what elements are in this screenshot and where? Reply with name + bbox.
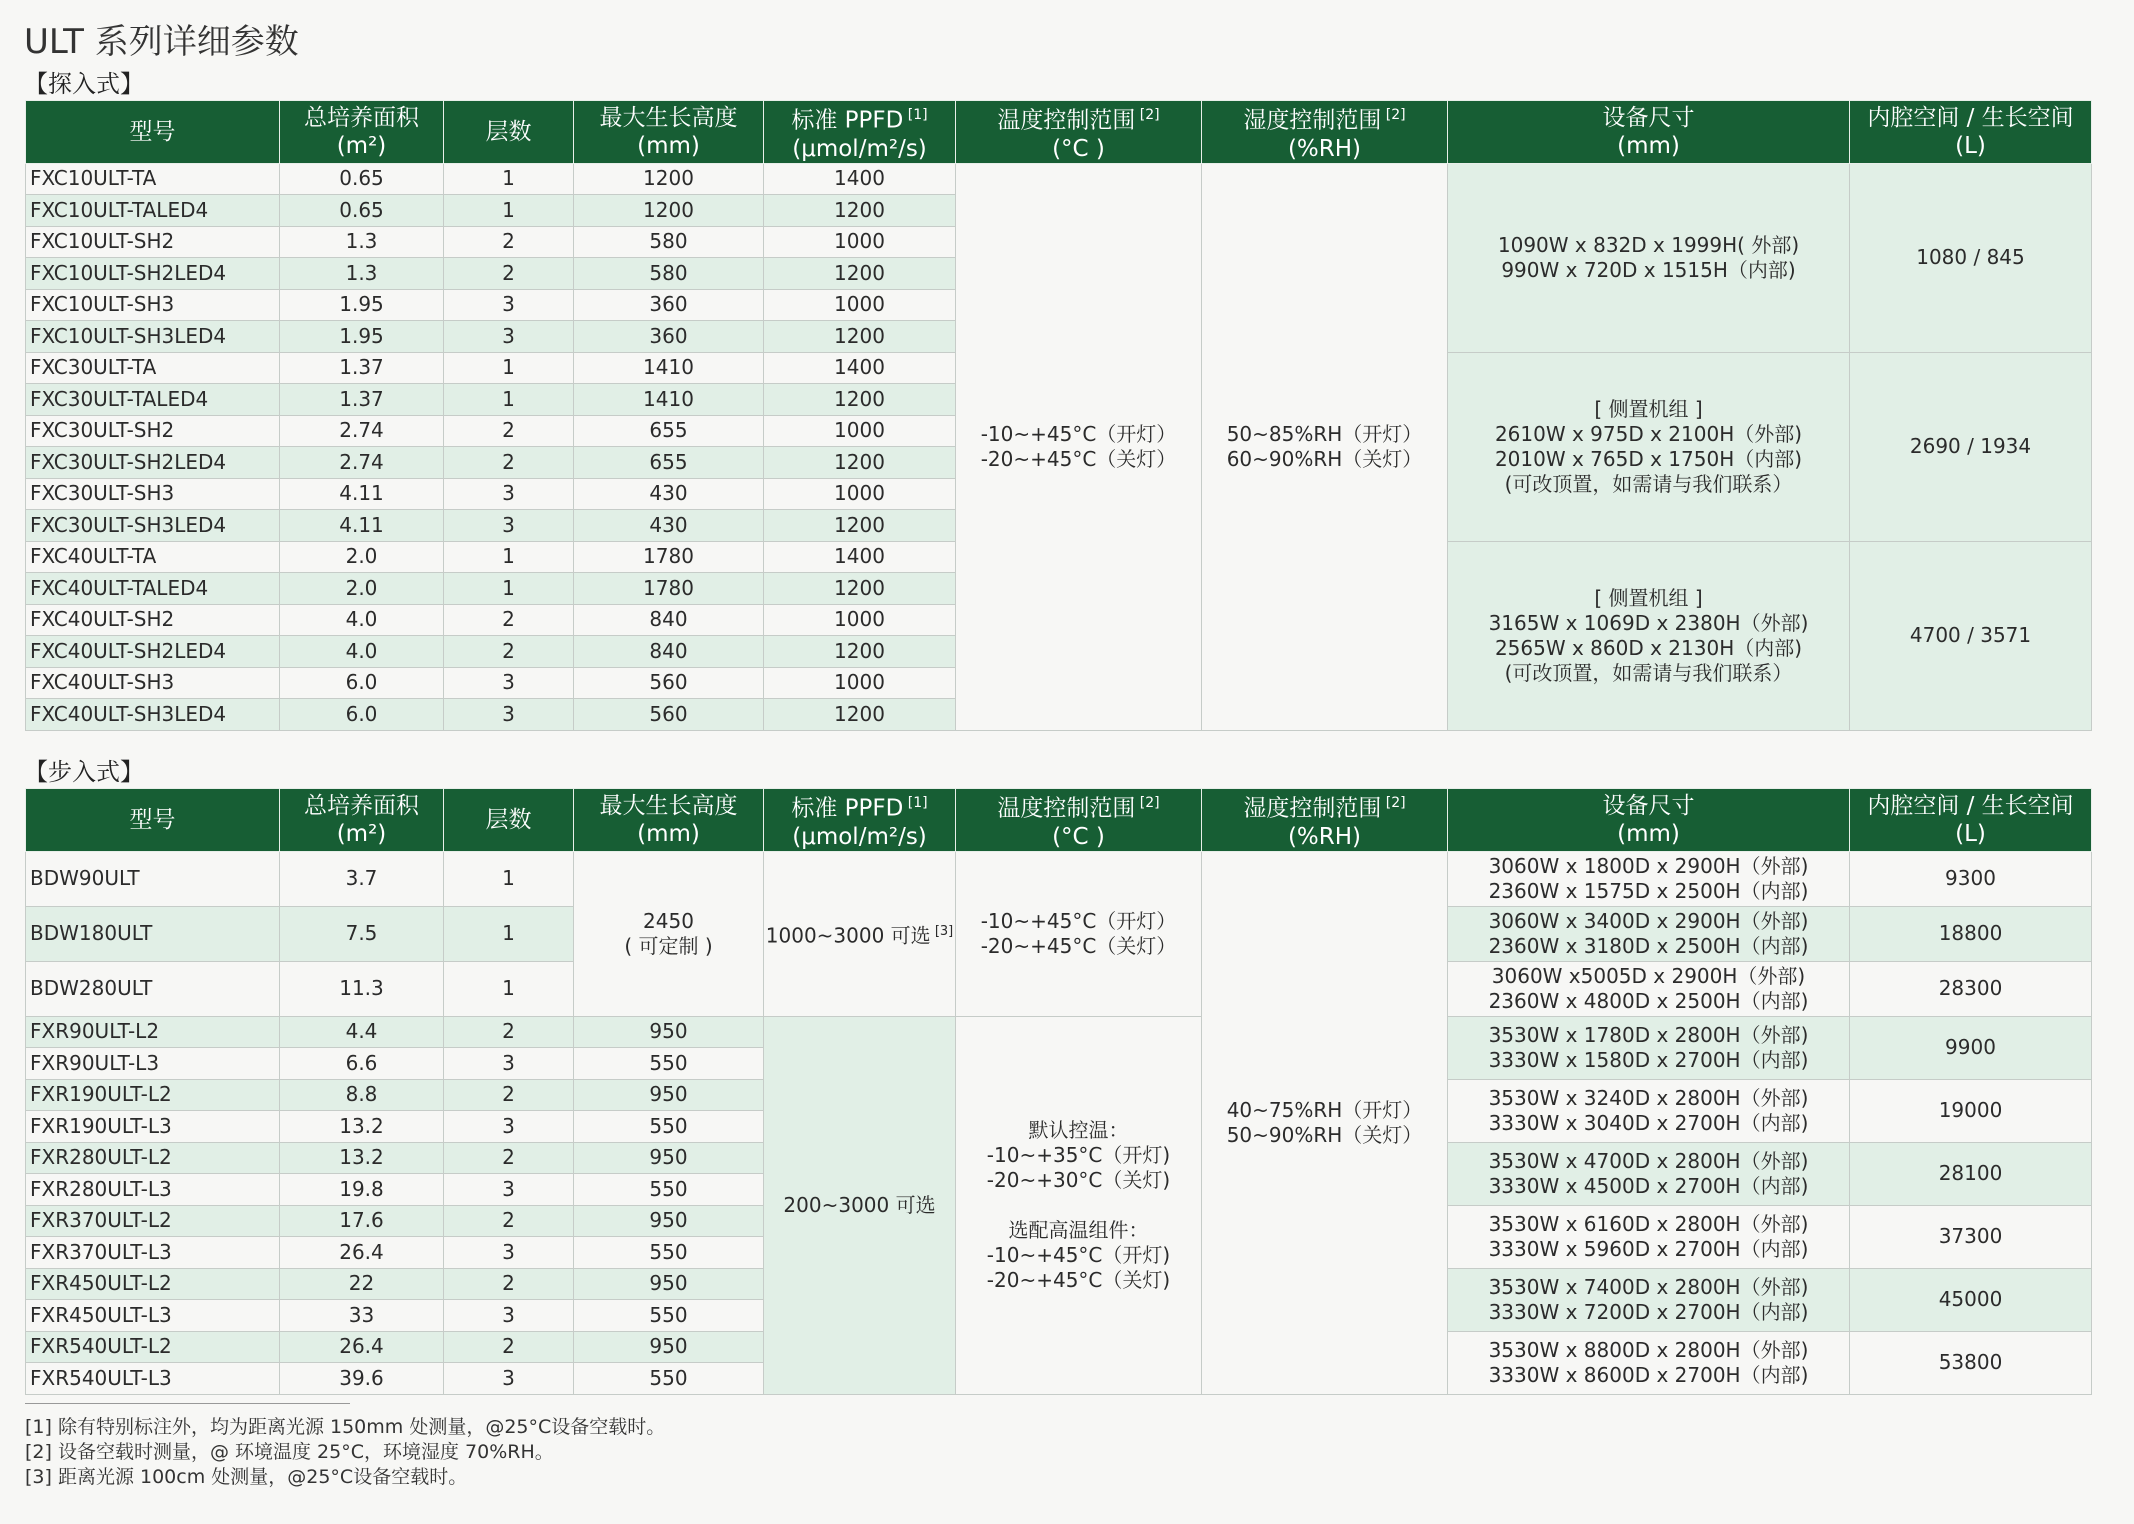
- height-cell: 360: [574, 321, 764, 353]
- dimension-cell-line: 2610W x 975D x 2100H（外部): [1494, 421, 1803, 446]
- area-cell: 17.6: [280, 1205, 444, 1237]
- height-cell: 550: [574, 1111, 764, 1143]
- dimension-cell-line: 1090W x 832D x 1999H( 外部): [1497, 232, 1800, 257]
- layers-cell: 2: [444, 226, 574, 258]
- footnote-divider: [25, 1403, 350, 1404]
- column-header-temp: [956, 789, 1202, 852]
- footnote-ref: [2]: [1381, 107, 1406, 123]
- header-row: [26, 101, 2092, 164]
- column-header-layers: [444, 101, 574, 164]
- footnote-ref: [2]: [1135, 107, 1160, 123]
- footnote-ref: [1]: [903, 795, 928, 811]
- dimension-cell-line: 3330W x 1580D x 2700H（内部): [1488, 1047, 1809, 1072]
- height-cell-line: 2450: [643, 908, 694, 933]
- dimension-cell: [1448, 352, 1850, 541]
- model-cell: FXR370ULT-L2: [26, 1205, 280, 1237]
- footnote-ref: [3]: [930, 923, 954, 939]
- height-cell: 950: [574, 1331, 764, 1363]
- layers-cell: 3: [444, 1174, 574, 1206]
- area-cell: 6.0: [280, 699, 444, 731]
- dimension-cell-line: 3330W x 3040D x 2700H（内部): [1488, 1110, 1809, 1135]
- footnote-1: [1] 除有特别标注外，均为距离光源 150mm 处测量，@25°C设备空载时。: [25, 1416, 666, 1438]
- column-header-label: 内腔空间 / 生长空间: [1867, 792, 2074, 819]
- column-header-model: [26, 789, 280, 852]
- height-cell: 550: [574, 1363, 764, 1395]
- model-cell: FXR190ULT-L3: [26, 1111, 280, 1143]
- ppfd-value: 1000~3000 可选: [765, 923, 931, 948]
- layers-cell: 2: [444, 1079, 574, 1111]
- volume-cell: 4700 / 3571: [1850, 541, 2092, 730]
- dimension-cell: [1448, 906, 1850, 961]
- volume-cell: 19000: [1850, 1079, 2092, 1142]
- dimension-cell-line: 3330W x 8600D x 2700H（内部): [1488, 1362, 1809, 1387]
- dimension-cell-line: 3530W x 1780D x 2800H（外部): [1488, 1022, 1809, 1047]
- area-cell: 6.6: [280, 1048, 444, 1080]
- volume-cell: 28100: [1850, 1142, 2092, 1205]
- temp-range-cell: [956, 163, 1202, 730]
- dimension-cell: [1448, 1079, 1850, 1142]
- volume-cell: 1080 / 845: [1850, 163, 2092, 352]
- model-cell: FXC10ULT-TA: [26, 163, 280, 195]
- volume-cell: 28300: [1850, 961, 2092, 1016]
- area-cell: 8.8: [280, 1079, 444, 1111]
- ppfd-cell: [764, 851, 956, 1016]
- volume-cell: 9300: [1850, 851, 2092, 906]
- dimension-cell-line: 3330W x 4500D x 2700H（内部): [1488, 1173, 1809, 1198]
- column-header-unit: (m²): [336, 132, 387, 159]
- layers-cell: 3: [444, 321, 574, 353]
- height-cell: 950: [574, 1142, 764, 1174]
- column-header-unit: (L): [1955, 132, 1986, 159]
- layers-cell: 2: [444, 1016, 574, 1048]
- model-cell: FXR90ULT-L2: [26, 1016, 280, 1048]
- area-cell: 22: [280, 1268, 444, 1300]
- column-header-height: [574, 789, 764, 852]
- dimension-cell-line: 3060W x5005D x 2900H（外部): [1491, 963, 1806, 988]
- humidity-range-cell-line: 40~75%RH（开灯）: [1226, 1097, 1423, 1122]
- dimension-cell-line: 3530W x 6160D x 2800H（外部): [1488, 1211, 1809, 1236]
- footnote-3: [3] 距离光源 100cm 处测量，@25°C设备空载时。: [25, 1466, 468, 1488]
- ppfd-cell: 1200: [764, 699, 956, 731]
- footnote-2: [2] 设备空载时测量，@ 环境温度 25°C，环境湿度 70%RH。: [25, 1441, 554, 1463]
- layers-cell: 2: [444, 1205, 574, 1237]
- column-header-temp: [956, 101, 1202, 164]
- dimension-cell-line: 2360W x 3180D x 2500H（内部): [1488, 933, 1809, 958]
- area-cell: 2.0: [280, 573, 444, 605]
- area-cell: 1.95: [280, 289, 444, 321]
- temp-range-cell-line: [956, 1193, 1201, 1218]
- layers-cell: 3: [444, 1111, 574, 1143]
- column-header-label: 标准 PPFD: [791, 107, 904, 134]
- layers-cell: 1: [444, 573, 574, 605]
- layers-cell: 2: [444, 1142, 574, 1174]
- height-cell: 560: [574, 699, 764, 731]
- area-cell: 1.37: [280, 384, 444, 416]
- model-cell: FXR280ULT-L2: [26, 1142, 280, 1174]
- column-header-unit: (m²): [336, 820, 387, 847]
- layers-cell: 1: [444, 195, 574, 227]
- area-cell: 0.65: [280, 195, 444, 227]
- temp-range-cell-line: -20~+45°C（关灯): [986, 1267, 1171, 1292]
- column-header-unit: (μmol/m²/s): [792, 135, 927, 162]
- ppfd-cell: 1400: [764, 352, 956, 384]
- layers-cell: 3: [444, 1048, 574, 1080]
- layers-cell: 1: [444, 163, 574, 195]
- area-cell: 13.2: [280, 1111, 444, 1143]
- height-cell: 430: [574, 510, 764, 542]
- model-cell: FXC10ULT-SH2LED4: [26, 258, 280, 290]
- volume-cell: 45000: [1850, 1268, 2092, 1331]
- footnote-ref: [2]: [1381, 795, 1406, 811]
- layers-cell: 3: [444, 699, 574, 731]
- ppfd-cell: 1000: [764, 604, 956, 636]
- model-cell: FXC30ULT-SH2: [26, 415, 280, 447]
- table-row: [26, 1016, 2092, 1048]
- model-cell: FXC40ULT-SH2LED4: [26, 636, 280, 668]
- volume-cell: 9900: [1850, 1016, 2092, 1079]
- ppfd-cell: 1000: [764, 415, 956, 447]
- column-header-humid: [1202, 789, 1448, 852]
- walk-in-spec-table: [25, 788, 2092, 1395]
- layers-cell: 2: [444, 415, 574, 447]
- humidity-range-cell-line: 50~90%RH（关灯）: [1226, 1122, 1423, 1147]
- column-header-humid: [1202, 101, 1448, 164]
- height-cell: 580: [574, 258, 764, 290]
- dimension-cell-line: [ 侧置机组 ]: [1594, 396, 1703, 421]
- temp-range-cell-line: -10~+45°C（开灯): [986, 1242, 1171, 1267]
- column-header-label: 湿度控制范围: [1243, 795, 1382, 822]
- height-cell: 840: [574, 604, 764, 636]
- column-header-size: [1448, 101, 1850, 164]
- section-label-walk-in: 【步入式】: [24, 758, 144, 786]
- area-cell: 19.8: [280, 1174, 444, 1206]
- layers-cell: 2: [444, 1331, 574, 1363]
- column-header-unit: (mm): [637, 132, 700, 159]
- ppfd-cell: 1200: [764, 258, 956, 290]
- layers-cell: 3: [444, 1300, 574, 1332]
- column-header-label: 设备尺寸: [1602, 792, 1695, 819]
- page-title: ULT 系列详细参数: [24, 22, 299, 62]
- height-cell: [574, 851, 764, 1016]
- column-header-volume: [1850, 101, 2092, 164]
- layers-cell: 2: [444, 636, 574, 668]
- dimension-cell-line: (可改顶置，如需请与我们联系）: [1504, 660, 1793, 685]
- column-header-ppfd: [764, 101, 956, 164]
- footnote-ref: [2]: [1135, 795, 1160, 811]
- column-header-size: [1448, 789, 1850, 852]
- height-cell: 655: [574, 447, 764, 479]
- area-cell: 4.4: [280, 1016, 444, 1048]
- temp-range-cell-line: 选配高温组件：: [1008, 1217, 1149, 1242]
- area-cell: 1.3: [280, 258, 444, 290]
- area-cell: 0.65: [280, 163, 444, 195]
- column-header-label: 最大生长高度: [599, 792, 738, 819]
- ppfd-cell: 1400: [764, 163, 956, 195]
- column-header-unit: (μmol/m²/s): [792, 823, 927, 850]
- column-header-model: [26, 101, 280, 164]
- column-header-area: [280, 101, 444, 164]
- area-cell: 4.0: [280, 636, 444, 668]
- column-header-label: 标准 PPFD: [791, 795, 904, 822]
- temp-range-cell-line: -20~+45°C（关灯）: [980, 933, 1177, 958]
- temp-range-cell: [956, 1016, 1202, 1394]
- layers-cell: 1: [444, 352, 574, 384]
- ppfd-cell: 1200: [764, 195, 956, 227]
- height-cell: 840: [574, 636, 764, 668]
- dimension-cell: [1448, 163, 1850, 352]
- layers-cell: 3: [444, 667, 574, 699]
- dimension-cell-line: 3530W x 3240D x 2800H（外部): [1488, 1085, 1809, 1110]
- model-cell: BDW280ULT: [26, 961, 280, 1016]
- layers-cell: 2: [444, 604, 574, 636]
- section-label-reach-in: 【探入式】: [24, 70, 144, 98]
- dimension-cell: [1448, 961, 1850, 1016]
- area-cell: 2.74: [280, 447, 444, 479]
- height-cell: 550: [574, 1300, 764, 1332]
- volume-cell: 18800: [1850, 906, 2092, 961]
- volume-cell: 2690 / 1934: [1850, 352, 2092, 541]
- area-cell: 4.11: [280, 478, 444, 510]
- dimension-cell: [1448, 541, 1850, 730]
- temp-range-cell-line: 默认控温：: [1028, 1117, 1129, 1142]
- height-cell: 1410: [574, 352, 764, 384]
- column-header-area: [280, 789, 444, 852]
- column-header-label: 湿度控制范围: [1243, 107, 1382, 134]
- column-header-label: 型号: [129, 806, 176, 833]
- model-cell: FXR90ULT-L3: [26, 1048, 280, 1080]
- layers-cell: 1: [444, 906, 574, 961]
- layers-cell: 3: [444, 478, 574, 510]
- dimension-cell: [1448, 1205, 1850, 1268]
- model-cell: FXC10ULT-SH3LED4: [26, 321, 280, 353]
- ppfd-cell: 1400: [764, 541, 956, 573]
- layers-cell: 3: [444, 1363, 574, 1395]
- column-header-label: 设备尺寸: [1602, 104, 1695, 131]
- ppfd-cell: 1200: [764, 321, 956, 353]
- layers-cell: 2: [444, 258, 574, 290]
- temp-range-cell-line: -20~+45°C（关灯）: [980, 446, 1177, 471]
- dimension-cell-line: 2360W x 4800D x 2500H（内部): [1488, 988, 1809, 1013]
- column-header-layers: [444, 789, 574, 852]
- ppfd-cell: 1000: [764, 667, 956, 699]
- layers-cell: 2: [444, 447, 574, 479]
- temp-range-cell-line: -10~+45°C（开灯）: [980, 908, 1177, 933]
- model-cell: FXR540ULT-L3: [26, 1363, 280, 1395]
- volume-cell: 37300: [1850, 1205, 2092, 1268]
- layers-cell: 2: [444, 1268, 574, 1300]
- model-cell: FXC10ULT-TALED4: [26, 195, 280, 227]
- temp-range-cell-line: -10~+35°C（开灯): [986, 1142, 1171, 1167]
- height-cell: 950: [574, 1205, 764, 1237]
- area-cell: 11.3: [280, 961, 444, 1016]
- height-cell: 655: [574, 415, 764, 447]
- column-header-label: 温度控制范围: [997, 107, 1136, 134]
- area-cell: 26.4: [280, 1331, 444, 1363]
- model-cell: FXC30ULT-SH3: [26, 478, 280, 510]
- dimension-cell: [1448, 1268, 1850, 1331]
- dimension-cell-line: 2010W x 765D x 1750H（内部): [1494, 446, 1803, 471]
- header-row: [26, 789, 2092, 852]
- height-cell: 1200: [574, 163, 764, 195]
- model-cell: FXC40ULT-TA: [26, 541, 280, 573]
- column-header-unit: (L): [1955, 820, 1986, 847]
- layers-cell: 1: [444, 541, 574, 573]
- column-header-unit: (mm): [1617, 132, 1680, 159]
- layers-cell: 1: [444, 851, 574, 906]
- humidity-range-cell: [1202, 851, 1448, 1394]
- model-cell: FXC40ULT-SH3LED4: [26, 699, 280, 731]
- model-cell: FXR280ULT-L3: [26, 1174, 280, 1206]
- ppfd-cell: 1200: [764, 510, 956, 542]
- dimension-cell-line: (可改顶置，如需请与我们联系）: [1504, 471, 1793, 496]
- column-header-label: 最大生长高度: [599, 104, 738, 131]
- model-cell: FXR190ULT-L2: [26, 1079, 280, 1111]
- model-cell: FXC30ULT-TALED4: [26, 384, 280, 416]
- model-cell: FXC40ULT-SH2: [26, 604, 280, 636]
- height-cell: 550: [574, 1237, 764, 1269]
- height-cell: 550: [574, 1174, 764, 1206]
- column-header-unit: (mm): [637, 820, 700, 847]
- table-row: [26, 163, 2092, 195]
- area-cell: 2.74: [280, 415, 444, 447]
- model-cell: FXC40ULT-TALED4: [26, 573, 280, 605]
- layers-cell: 1: [444, 384, 574, 416]
- ppfd-cell: 1000: [764, 226, 956, 258]
- height-cell: 550: [574, 1048, 764, 1080]
- height-cell: 1780: [574, 541, 764, 573]
- column-header-label: 总培养面积: [304, 792, 419, 819]
- dimension-cell-line: 3330W x 5960D x 2700H（内部): [1488, 1236, 1809, 1261]
- area-cell: 6.0: [280, 667, 444, 699]
- height-cell: 1780: [574, 573, 764, 605]
- model-cell: FXR370ULT-L3: [26, 1237, 280, 1269]
- area-cell: 1.3: [280, 226, 444, 258]
- column-header-height: [574, 101, 764, 164]
- dimension-cell-line: 3530W x 7400D x 2800H（外部): [1488, 1274, 1809, 1299]
- column-header-unit: (°C ): [1052, 135, 1105, 162]
- column-header-volume: [1850, 789, 2092, 852]
- column-header-ppfd: [764, 789, 956, 852]
- dimension-cell-line: 3330W x 7200D x 2700H（内部): [1488, 1299, 1809, 1324]
- area-cell: 1.95: [280, 321, 444, 353]
- humidity-range-cell: [1202, 163, 1448, 730]
- column-header-label: 温度控制范围: [997, 795, 1136, 822]
- model-cell: FXC10ULT-SH2: [26, 226, 280, 258]
- area-cell: 7.5: [280, 906, 444, 961]
- ppfd-cell: 1200: [764, 573, 956, 605]
- model-cell: FXR540ULT-L2: [26, 1331, 280, 1363]
- humidity-range-cell-line: 60~90%RH（关灯）: [1226, 446, 1423, 471]
- dimension-cell-line: 2565W x 860D x 2130H（内部): [1494, 635, 1803, 660]
- model-cell: FXC10ULT-SH3: [26, 289, 280, 321]
- height-cell-line: ( 可定制 ): [624, 933, 713, 958]
- height-cell: 430: [574, 478, 764, 510]
- column-header-label: 总培养面积: [304, 104, 419, 131]
- area-cell: 39.6: [280, 1363, 444, 1395]
- model-cell: FXC30ULT-SH2LED4: [26, 447, 280, 479]
- height-cell: 560: [574, 667, 764, 699]
- layers-cell: 3: [444, 1237, 574, 1269]
- column-header-label: 层数: [485, 806, 532, 833]
- dimension-cell: [1448, 1142, 1850, 1205]
- dimension-cell-line: 3530W x 4700D x 2800H（外部): [1488, 1148, 1809, 1173]
- column-header-label: 型号: [129, 118, 176, 145]
- column-header-unit: (mm): [1617, 820, 1680, 847]
- height-cell: 950: [574, 1268, 764, 1300]
- humidity-range-cell-line: 50~85%RH（开灯）: [1226, 421, 1423, 446]
- temp-range-cell: [956, 851, 1202, 1016]
- height-cell: 580: [574, 226, 764, 258]
- area-cell: 13.2: [280, 1142, 444, 1174]
- dimension-cell-line: 3060W x 1800D x 2900H（外部): [1488, 853, 1809, 878]
- layers-cell: 1: [444, 961, 574, 1016]
- area-cell: 26.4: [280, 1237, 444, 1269]
- temp-range-cell-line: -20~+30°C（关灯): [986, 1167, 1171, 1192]
- column-header-unit: (°C ): [1052, 823, 1105, 850]
- layers-cell: 3: [444, 510, 574, 542]
- area-cell: 4.0: [280, 604, 444, 636]
- dimension-cell: [1448, 851, 1850, 906]
- ppfd-cell: 1000: [764, 478, 956, 510]
- column-header-unit: (%RH): [1287, 823, 1362, 850]
- column-header-label: 内腔空间 / 生长空间: [1867, 104, 2074, 131]
- area-cell: 4.11: [280, 510, 444, 542]
- model-cell: FXR450ULT-L3: [26, 1300, 280, 1332]
- table-row: [26, 851, 2092, 906]
- height-cell: 1200: [574, 195, 764, 227]
- height-cell: 950: [574, 1016, 764, 1048]
- height-cell: 360: [574, 289, 764, 321]
- dimension-cell: [1448, 1016, 1850, 1079]
- dimension-cell-line: 3530W x 8800D x 2800H（外部): [1488, 1337, 1809, 1362]
- area-cell: 1.37: [280, 352, 444, 384]
- model-cell: FXC30ULT-SH3LED4: [26, 510, 280, 542]
- reach-in-spec-table: [25, 100, 2092, 731]
- dimension-cell-line: 990W x 720D x 1515H（内部): [1501, 257, 1796, 282]
- dimension-cell-line: 2360W x 1575D x 2500H（内部): [1488, 878, 1809, 903]
- footnote-ref: [1]: [903, 107, 928, 123]
- dimension-cell-line: [ 侧置机组 ]: [1594, 585, 1703, 610]
- column-header-unit: (%RH): [1287, 135, 1362, 162]
- ppfd-cell: 200~3000 可选: [764, 1016, 956, 1394]
- layers-cell: 3: [444, 289, 574, 321]
- model-cell: FXC40ULT-SH3: [26, 667, 280, 699]
- dimension-cell-line: 3165W x 1069D x 2380H（外部): [1488, 610, 1809, 635]
- dimension-cell-line: 3060W x 3400D x 2900H（外部): [1488, 908, 1809, 933]
- area-cell: 2.0: [280, 541, 444, 573]
- dimension-cell: [1448, 1331, 1850, 1394]
- area-cell: 33: [280, 1300, 444, 1332]
- height-cell: 1410: [574, 384, 764, 416]
- area-cell: 3.7: [280, 851, 444, 906]
- model-cell: BDW180ULT: [26, 906, 280, 961]
- model-cell: FXR450ULT-L2: [26, 1268, 280, 1300]
- height-cell: 950: [574, 1079, 764, 1111]
- ppfd-cell: 1000: [764, 289, 956, 321]
- volume-cell: 53800: [1850, 1331, 2092, 1394]
- column-header-label: 层数: [485, 118, 532, 145]
- ppfd-cell: 1200: [764, 447, 956, 479]
- temp-range-cell-line: -10~+45°C（开灯）: [980, 421, 1177, 446]
- model-cell: FXC30ULT-TA: [26, 352, 280, 384]
- ppfd-cell: 1200: [764, 384, 956, 416]
- model-cell: BDW90ULT: [26, 851, 280, 906]
- ppfd-cell: 1200: [764, 636, 956, 668]
